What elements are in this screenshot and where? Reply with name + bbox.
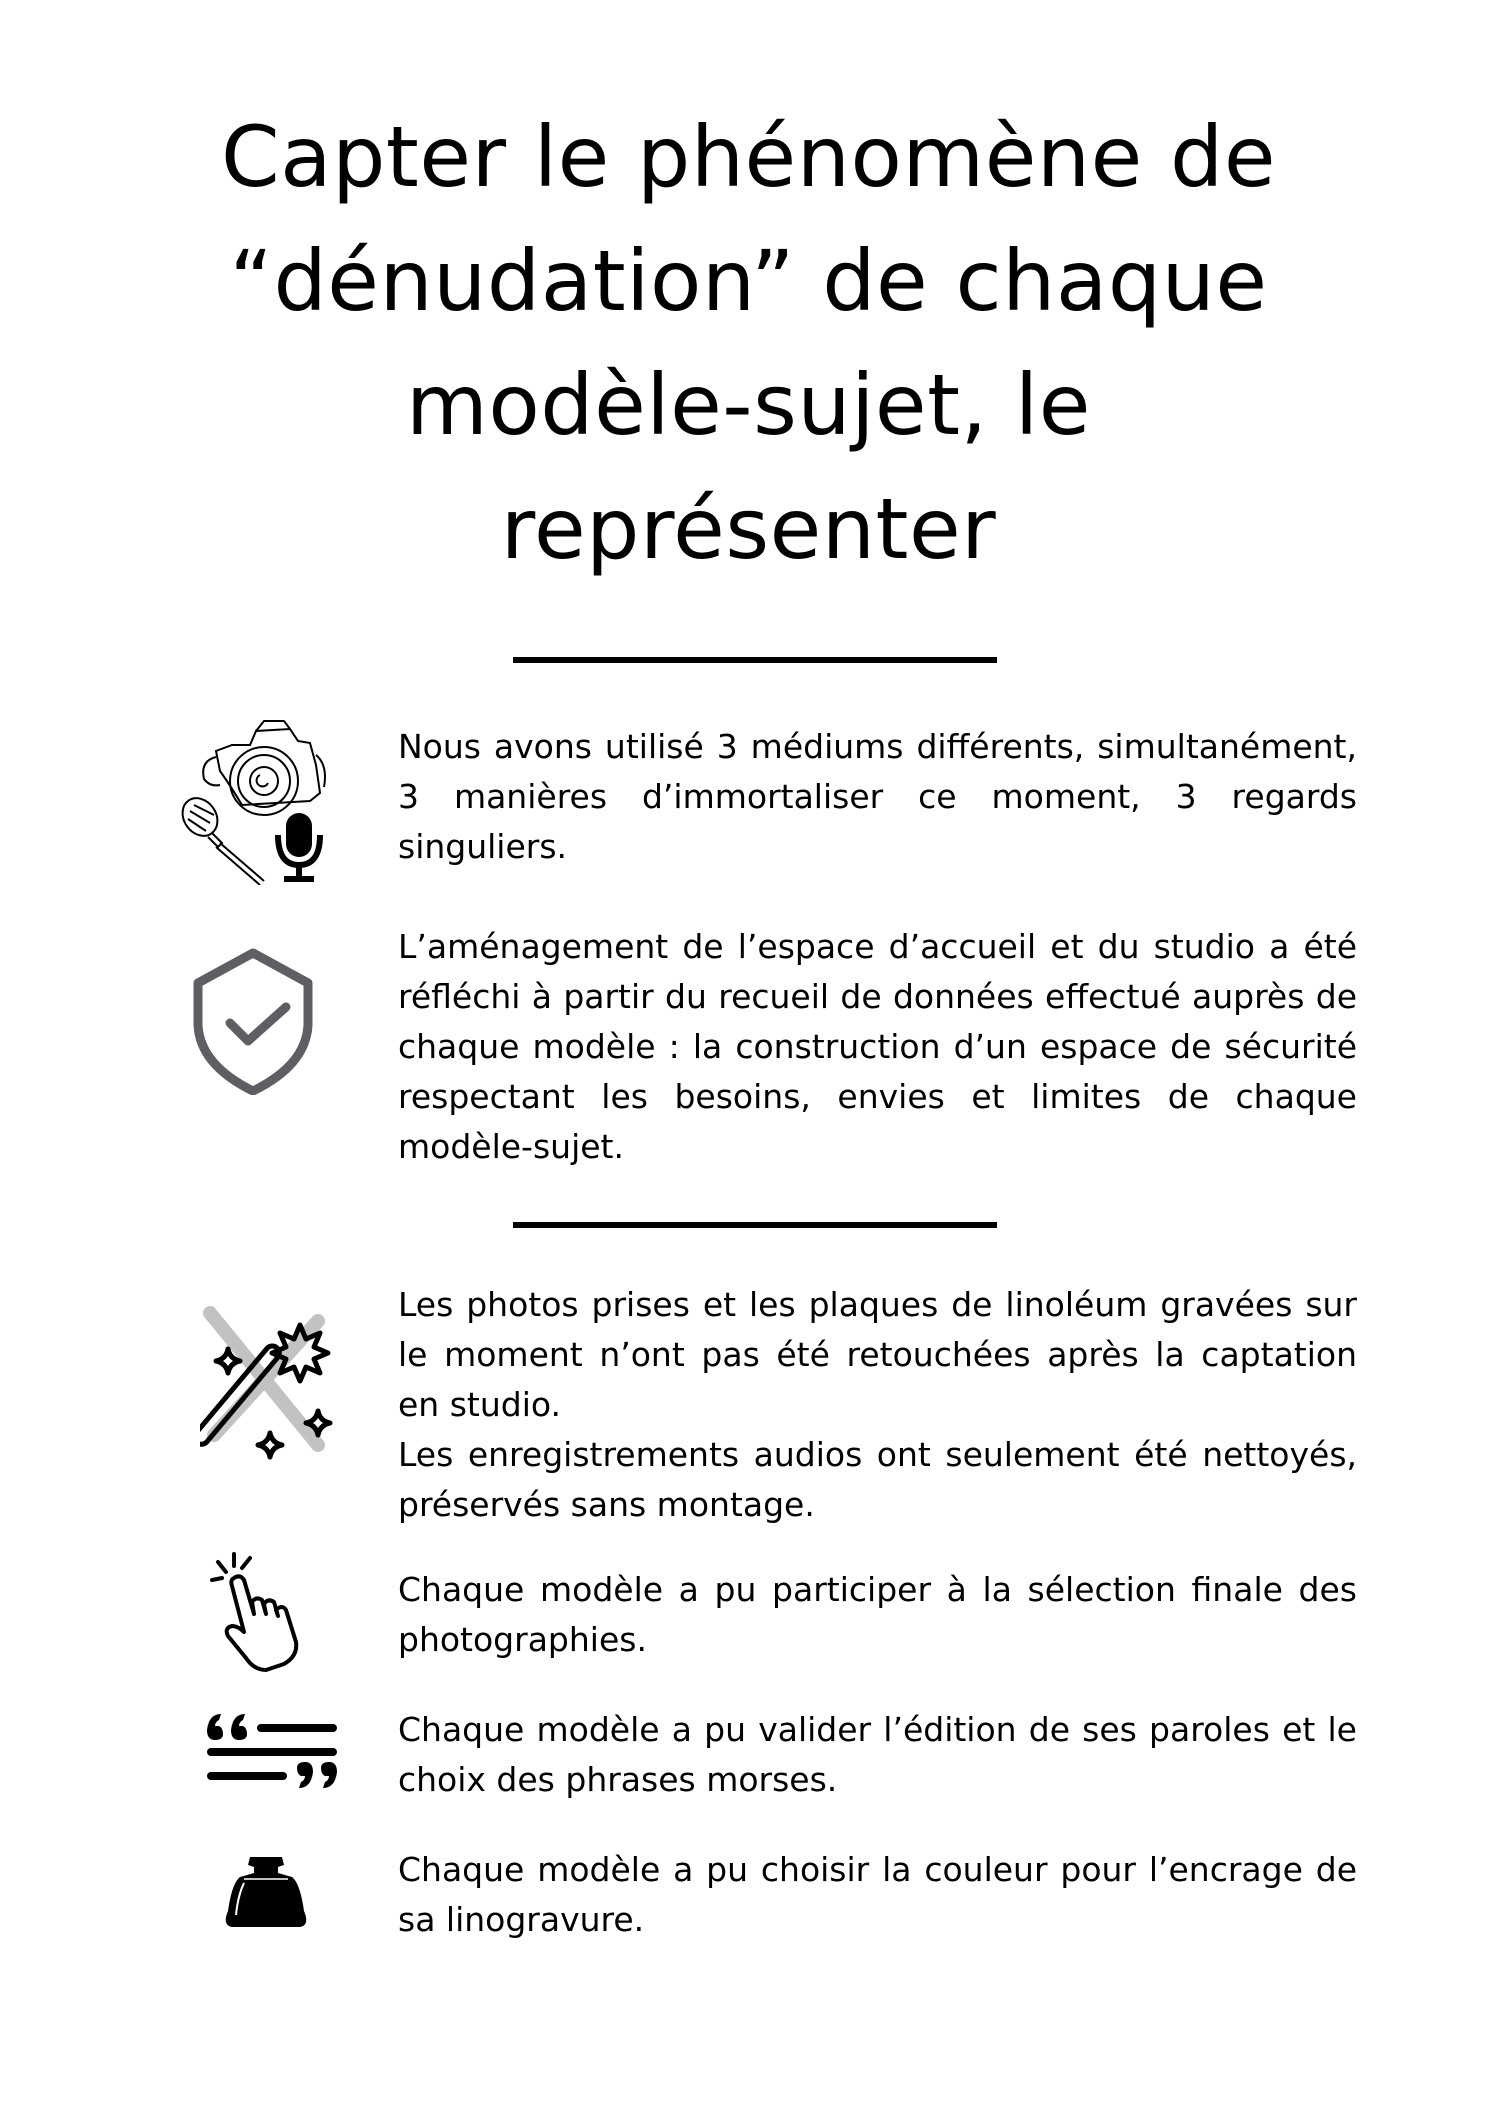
- divider: [513, 1222, 997, 1228]
- divider: [513, 657, 997, 663]
- title-line: “dénudation” de chaque: [229, 232, 1268, 330]
- title-line: Capter le phénomène de: [220, 108, 1276, 206]
- section-paragraph: L’aménagement de l’espace d’accueil et du studio a été réfléchi à partir du recueil de données effectué auprès de chaque modèle : la construction d’un espace de sécurité respectant les besoins, envies et limites de chaque modèle-sujet.: [398, 927, 1357, 1166]
- quote-text-icon: [205, 1712, 340, 1802]
- section-text: [398, 1705, 1357, 1805]
- section-text: [398, 1845, 1357, 1945]
- ink-bottle-icon: [220, 1855, 312, 1930]
- camera-microphones-icon: [160, 705, 340, 885]
- section-paragraph: Les photos prises et les plaques de linoléum gravées sur le moment n’ont pas été retouchées après la captation en studio.: [398, 1285, 1357, 1424]
- section-text: [398, 922, 1357, 1172]
- title-line: modèle-sujet, le: [406, 356, 1091, 454]
- title-line: représenter: [500, 480, 997, 578]
- section-paragraph: Nous avons utilisé 3 médiums différents, simultanément, 3 manières d’immortaliser ce moment, 3 regards singuliers.: [398, 727, 1357, 866]
- section-text: [398, 1565, 1357, 1665]
- hand-pointer-icon: [210, 1552, 320, 1672]
- shield-check-icon: [188, 945, 318, 1095]
- section-text: [398, 722, 1357, 872]
- crossed-magic-wand-icon: [200, 1305, 340, 1465]
- page-title: [150, 95, 1347, 591]
- section-paragraph: Chaque modèle a pu valider l’édition de ses paroles et le choix des phrases morses.: [398, 1710, 1357, 1799]
- section-paragraph: Chaque modèle a pu participer à la sélection finale des photographies.: [398, 1570, 1357, 1659]
- section-paragraph: Chaque modèle a pu choisir la couleur pour l’encrage de sa linogravure.: [398, 1850, 1357, 1939]
- section-paragraph: Les enregistrements audios ont seulement été nettoyés, préservés sans montage.: [398, 1435, 1357, 1524]
- section-text: [398, 1280, 1357, 1530]
